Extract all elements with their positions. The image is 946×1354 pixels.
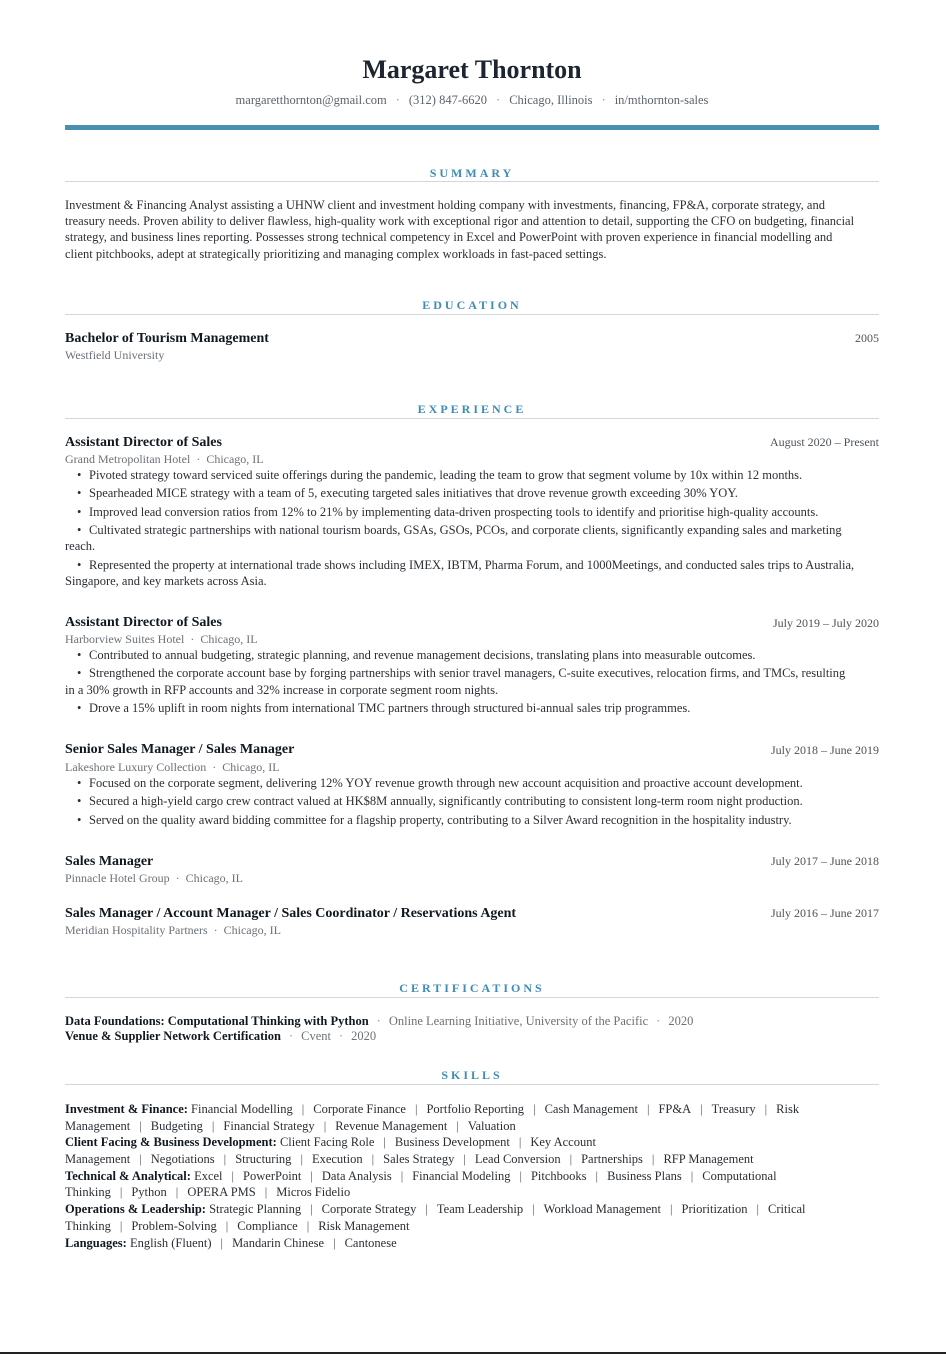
job-title: Sales Manager: [65, 854, 154, 869]
certification-name: Venue & Supplier Network Certification: [65, 1029, 281, 1043]
contact-line: [65, 92, 879, 108]
separator: |: [223, 1151, 227, 1166]
skill-item: Excel: [194, 1168, 223, 1183]
list-item: • Represented the property at international trade shows including IMEX, IBTM, Pharma Forum, and 1000Meetings, and conducted sales trips to Australia, Singapore, and key markets across Asia.: [65, 557, 855, 588]
certification-name: Data Foundations: Computational Thinking with Python: [65, 1014, 369, 1028]
separator: ·: [339, 1029, 344, 1043]
job-title: Assistant Director of Sales: [65, 435, 222, 450]
skill-item: Prioritization: [681, 1202, 748, 1217]
separator: |: [383, 1135, 386, 1150]
skill-item: Risk Management: [65, 1102, 800, 1133]
skill-item: Valuation: [467, 1118, 516, 1133]
separator: |: [225, 1218, 229, 1233]
company-location: Chicago, IL: [200, 632, 258, 646]
list-item: • Improved lead conversion ratios from 12% to 21% by implementing data-driven prospecting tools to identify and prioritise high-quality accounts.: [77, 504, 819, 519]
summary-text: Investment & Financing Analyst assisting a UHNW client and investment holding company with investments, financing, FP&A, corporate strategy, and treasury needs. Proven ability to deliver flawless, high-quality work with exceptional rigor and attention to detail, supporting the CFO on budgeting, financial strategy, and business lines reporting. Possesses strong technical competency in Excel and PowerPoint with proven experience in financial modelling and client pitchbooks, adept at strategically prioritizing and managing complex workloads in fast-paced settings.: [65, 198, 855, 261]
section-divider: [65, 1084, 879, 1085]
bullet-icon: •: [77, 468, 82, 482]
company-name: Grand Metropolitan Hotel: [65, 452, 191, 466]
job-bullets: [65, 775, 855, 830]
skill-item: Revenue Management: [335, 1118, 448, 1133]
education-year: 2005: [855, 331, 879, 345]
list-item: • Pivoted strategy toward serviced suite offerings during the pandemic, leading the team to grow that segment volume by 10x within 12 months.: [77, 468, 803, 482]
skill-item: Financial Strategy: [223, 1118, 315, 1133]
separator: |: [310, 1202, 313, 1217]
company-name: Meridian Hospitality Partners: [65, 923, 208, 937]
separator: |: [569, 1151, 573, 1166]
bullet-icon: •: [77, 776, 82, 790]
separator: |: [400, 1168, 404, 1183]
separator: |: [532, 1202, 535, 1217]
certification-year: 2020: [351, 1029, 377, 1043]
skill-row: [65, 1134, 875, 1167]
skill-item: Python: [131, 1185, 167, 1200]
job-title: Senior Sales Manager / Sales Manager: [65, 742, 295, 757]
separator: ·: [656, 1014, 661, 1028]
section-title-summary: SUMMARY: [429, 166, 515, 180]
section-title-certifications: CERTIFICATIONS: [399, 981, 545, 995]
company-location: Chicago, IL: [222, 760, 280, 774]
bullet-icon: •: [77, 648, 82, 662]
header-accent-bar: [65, 125, 879, 130]
skill-item: Budgeting: [150, 1118, 203, 1133]
separator: |: [310, 1168, 313, 1183]
separator: |: [700, 1102, 703, 1116]
separator: |: [211, 1118, 215, 1133]
separator: |: [175, 1185, 179, 1200]
skill-item: Financial Modelling: [191, 1102, 293, 1116]
list-item: • Focused on the corporate segment, delivering 12% YOY revenue growth through new account acquisition and proactive account development.: [77, 776, 803, 790]
skill-item: Cantonese: [344, 1235, 397, 1250]
section-divider: [65, 997, 879, 998]
separator: |: [651, 1151, 655, 1166]
job-company: [65, 871, 243, 885]
bullet-icon: •: [77, 700, 82, 715]
certification-item: [65, 1029, 376, 1044]
skill-category: Client Facing & Business Development:: [65, 1135, 277, 1150]
skill-item: Problem-Solving: [131, 1218, 217, 1233]
separator: |: [139, 1118, 142, 1133]
skill-item: Computational Thinking: [65, 1168, 777, 1200]
bullet-icon: •: [77, 794, 82, 809]
separator: ·: [175, 871, 180, 885]
separator: |: [670, 1202, 673, 1217]
bullet-icon: •: [77, 666, 82, 681]
section-divider: [65, 418, 879, 419]
job-dates: July 2018 – June 2019: [771, 743, 879, 757]
job-company: [65, 632, 258, 646]
bullet-icon: •: [77, 812, 82, 827]
company-name: Pinnacle Hotel Group: [65, 871, 170, 885]
separator: |: [300, 1151, 303, 1166]
list-item: • Cultivated strategic partnerships with national tourism boards, GSAs, GSOs, PCOs, and corporate clients, significantly expanding sales and marketing reach.: [65, 523, 842, 554]
separator: |: [306, 1218, 310, 1233]
skill-item: Portfolio Reporting: [426, 1102, 525, 1116]
skill-item: Lead Conversion: [474, 1151, 561, 1166]
certification-item: [65, 1014, 693, 1029]
list-item: • Drove a 15% uplift in room nights from international TMC partners through structured bi-annual sales trip programmes.: [77, 700, 691, 715]
separator: ·: [212, 760, 217, 774]
company-location: Chicago, IL: [223, 923, 281, 937]
skill-item: Business Development: [394, 1135, 510, 1150]
separator: |: [456, 1118, 459, 1133]
separator: |: [463, 1151, 466, 1166]
skill-item: Key Account Management: [65, 1135, 596, 1166]
job-bullets: [65, 647, 855, 718]
separator: |: [764, 1102, 768, 1116]
job-company: [65, 760, 280, 774]
separator: |: [264, 1185, 268, 1200]
separator: |: [646, 1102, 650, 1116]
skill-row: [65, 1235, 875, 1252]
skill-item: Micros Fidelio: [276, 1185, 351, 1200]
skill-item: Financial Modeling: [412, 1168, 511, 1183]
skill-item: FP&A: [658, 1102, 692, 1116]
separator: |: [301, 1102, 305, 1116]
separator: ·: [190, 632, 195, 646]
candidate-name: Margaret Thornton: [362, 55, 582, 84]
separator: ·: [288, 1029, 294, 1043]
skill-category: Technical & Analytical:: [65, 1168, 191, 1183]
skill-item: PowerPoint: [243, 1168, 302, 1183]
separator: |: [139, 1151, 142, 1166]
job-dates: July 2016 – June 2017: [771, 906, 879, 920]
skill-item: Pitchbooks: [530, 1168, 587, 1183]
certification-issuer: Cvent: [301, 1029, 331, 1043]
certification-year: 2020: [668, 1014, 694, 1028]
skill-item: Sales Strategy: [383, 1151, 455, 1166]
contact-location: Chicago, Illinois: [509, 93, 593, 107]
separator: |: [231, 1168, 235, 1183]
contact-email[interactable]: margaretthornton@gmail.com: [235, 93, 387, 107]
bullet-icon: •: [77, 523, 82, 538]
skill-item: Risk Management: [318, 1218, 410, 1233]
skills-list: [65, 1101, 875, 1251]
skill-item: Treasury: [711, 1102, 756, 1116]
skill-item: English (Fluent): [129, 1235, 212, 1250]
section-title-experience: EXPERIENCE: [417, 402, 527, 416]
certification-issuer: Online Learning Initiative, University of the Pacific: [388, 1014, 649, 1028]
separator: ·: [213, 923, 218, 937]
skill-item: Mandarin Chinese: [232, 1235, 325, 1250]
skill-item: Strategic Planning: [209, 1202, 302, 1217]
list-item: • Served on the quality award bidding committee for a flagship property, contributing to a Silver Award recognition in the hospitality industry.: [77, 812, 792, 827]
company-name: Harborview Suites Hotel: [65, 632, 185, 646]
list-item: • Contributed to annual budgeting, strategic planning, and revenue management decisions, translating plans into measurable outcomes.: [77, 648, 756, 662]
separator: |: [518, 1135, 522, 1150]
job-title: Assistant Director of Sales: [65, 615, 222, 630]
separator: |: [119, 1218, 123, 1233]
separator: |: [333, 1235, 336, 1250]
skill-category: Investment & Finance:: [65, 1102, 188, 1116]
skill-item: Business Plans: [607, 1168, 682, 1183]
separator: |: [519, 1168, 522, 1183]
separator: ·: [395, 93, 400, 107]
job-company: [65, 452, 264, 466]
separator: |: [533, 1102, 536, 1116]
bullet-icon: •: [77, 557, 82, 572]
separator: ·: [196, 452, 201, 466]
job-dates: July 2019 – July 2020: [772, 616, 879, 630]
skill-item: Critical Thinking: [65, 1202, 806, 1233]
job-title: Sales Manager / Account Manager / Sales Coordinator / Reservations Agent: [65, 906, 517, 921]
skill-item: Data Analysis: [321, 1168, 392, 1183]
separator: ·: [496, 93, 501, 107]
separator: |: [323, 1118, 327, 1133]
company-name: Lakeshore Luxury Collection: [65, 760, 207, 774]
separator: |: [690, 1168, 694, 1183]
separator: |: [220, 1235, 224, 1250]
separator: |: [371, 1151, 375, 1166]
separator: |: [414, 1102, 418, 1116]
separator: ·: [601, 93, 606, 107]
education-school: Westfield University: [65, 348, 165, 362]
list-item: • Strengthened the corporate account base by forging partnerships with senior travel managers, C-suite executives, relocation firms, and TMCs, resulting in a 30% growth in RFP accounts and 32% increase in corporate segment room nights.: [65, 666, 846, 697]
list-item: • Secured a high-yield cargo crew contract valued at HK$8M annually, significantly contributing to consistent long-term room night production.: [77, 794, 803, 809]
job-dates: August 2020 – Present: [770, 435, 879, 449]
skill-item: Execution: [311, 1151, 363, 1166]
section-divider: [65, 314, 879, 315]
job-company: [65, 923, 281, 937]
bullet-icon: •: [77, 504, 82, 519]
contact-linkedin[interactable]: in/mthornton-sales: [614, 93, 709, 107]
skill-item: OPERA PMS: [187, 1185, 256, 1200]
section-title-education: EDUCATION: [422, 298, 522, 312]
bullet-icon: •: [77, 486, 82, 501]
skill-row: [65, 1101, 875, 1134]
separator: ·: [376, 1014, 381, 1028]
separator: |: [595, 1168, 599, 1183]
job-dates: July 2017 – June 2018: [771, 854, 879, 868]
skill-row: [65, 1168, 875, 1201]
separator: |: [119, 1185, 123, 1200]
company-location: Chicago, IL: [185, 871, 243, 885]
education-degree: Bachelor of Tourism Management: [65, 331, 269, 346]
skill-item: Structuring: [235, 1151, 292, 1166]
skill-item: Client Facing Role: [279, 1135, 375, 1150]
skill-item: Corporate Finance: [313, 1102, 406, 1116]
skill-item: Team Leadership: [436, 1202, 524, 1217]
skill-item: Workload Management: [543, 1202, 662, 1217]
job-bullets: [65, 467, 855, 591]
separator: |: [425, 1202, 428, 1217]
contact-phone[interactable]: (312) 847-6620: [408, 93, 488, 107]
list-item: • Spearheaded MICE strategy with a team of 5, executing targeted sales initiatives that drove revenue growth exceeding 30% YOY.: [77, 486, 738, 501]
skill-row: [65, 1201, 875, 1234]
skill-item: Cash Management: [544, 1102, 638, 1116]
separator: |: [756, 1202, 760, 1217]
section-title-skills: SKILLS: [441, 1068, 503, 1082]
skill-category: Operations & Leadership:: [65, 1202, 206, 1217]
skill-category: Languages:: [65, 1235, 127, 1250]
skill-item: Negotiations: [150, 1151, 215, 1166]
skill-item: Corporate Strategy: [321, 1202, 417, 1217]
skill-item: RFP Management: [663, 1151, 754, 1166]
section-divider: [65, 181, 879, 182]
skill-item: Partnerships: [581, 1151, 643, 1166]
company-location: Chicago, IL: [206, 452, 264, 466]
skill-item: Compliance: [237, 1218, 298, 1233]
